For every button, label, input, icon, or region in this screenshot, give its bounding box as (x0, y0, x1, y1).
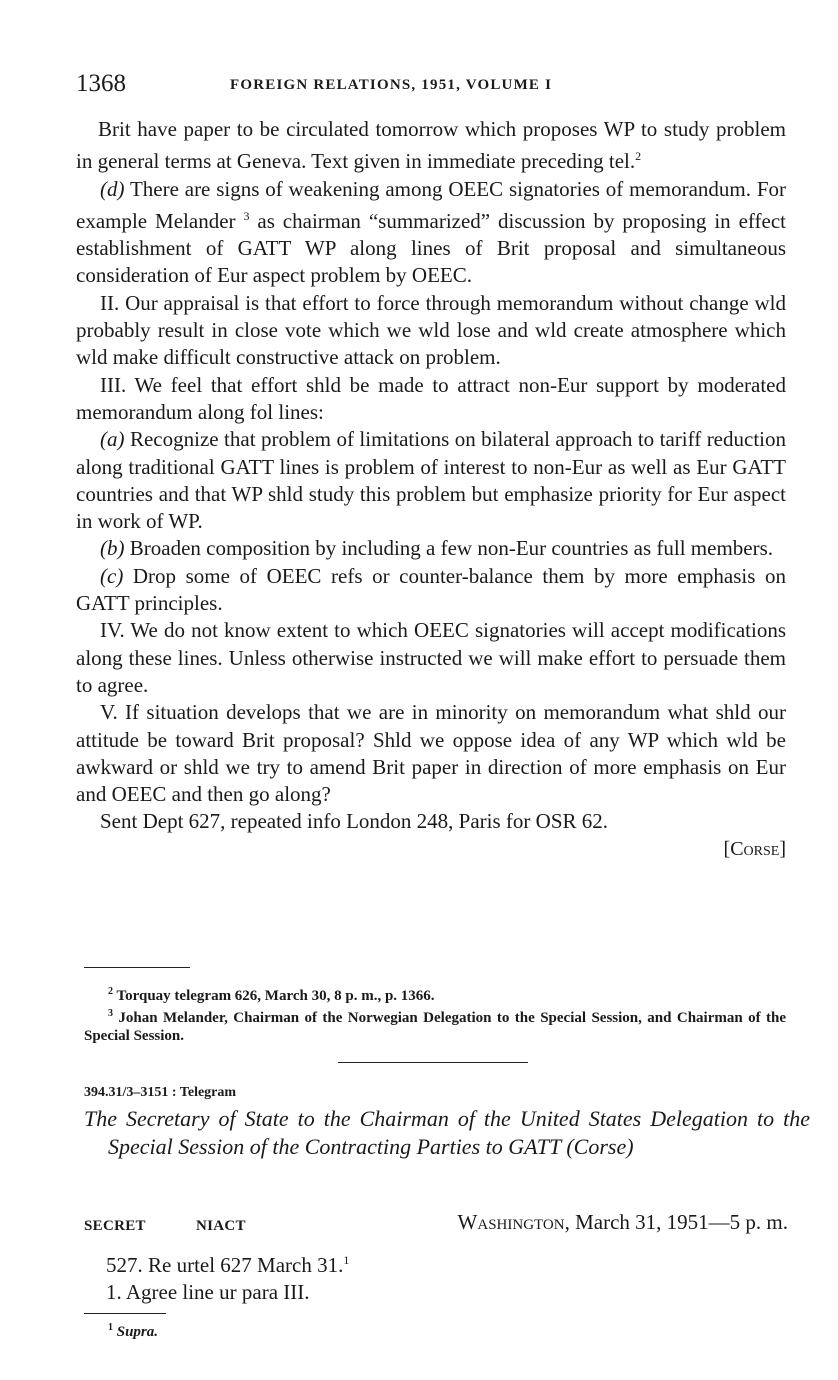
classification: SECRET (84, 1218, 146, 1234)
paragraph (76, 535, 786, 562)
footnote (84, 1005, 786, 1045)
paragraph-text: Brit have paper to be circulated tomorrow which proposes WP to study problem in general terms at Geneva. Text given in immediate preceding tel. (76, 117, 786, 174)
paragraph-text: Recognize that problem of limitations on bilateral approach to tariff reduction along traditional GATT lines is problem of interest to non-Eur as well as Eur GATT countries and that WP shld study this problem but emphasize priority for Eur aspect in work of WP. (76, 427, 786, 534)
document-title: The Secretary of State to the Chairman of the United States Delegation to the Special Session of the Contracting Parties to GATT (Corse) (84, 1106, 810, 1159)
paragraph: V. If situation develops that we are in minority on memorandum what shld our attitude be toward Brit proposal? Shld we oppose idea of any WP which wld be awkward or shld we try to amend Brit paper in direction of more emphasis on Eur and OEEC and then go along? (76, 700, 786, 807)
file-reference: 394.31/3–3151 : Telegram (84, 1085, 237, 1100)
running-title: FOREIGN RELATIONS, 1951, VOLUME I (230, 77, 553, 93)
paragraph (76, 116, 786, 176)
footnote-rule (84, 1313, 166, 1314)
paragraph: 1. Agree line ur para III. (106, 1280, 310, 1304)
dateline-date: , March 31, 1951—5 p. m. (564, 1210, 788, 1234)
paragraph-text: Drop some of OEEC refs or counter-balance them by more emphasis on GATT principles. (76, 563, 786, 616)
item-label: (d) (100, 176, 125, 201)
footnote-ref: 3 (243, 208, 250, 223)
footnote-number: 3 (108, 1008, 113, 1019)
footnote-number: 1 (108, 1322, 113, 1333)
paragraph: IV. We do not know extent to which OEEC signatories will accept modifications along these lines. Unless otherwise instructed we will make effort to persuade them to agree. (76, 618, 786, 697)
footnote-text: Johan Melander, Chairman of the Norwegian Delegation to the Special Session, and Chairman of the Special Session. (84, 1010, 786, 1044)
footnote-rule (84, 967, 190, 968)
footnote-text: Torquay telegram 626, March 30, 8 p. m., p. 1366. (113, 988, 435, 1004)
paragraph (84, 1247, 786, 1279)
paragraph-text: as chairman “summarized” discussion by proposing in effect establishment of GATT WP along lines of Brit proposal and simultaneous consideration of Eur aspect problem by OEEC. (76, 208, 787, 288)
signature-text: [Corse] (723, 837, 786, 860)
paragraph (76, 426, 786, 535)
footnote-ref: 2 (635, 149, 642, 164)
paragraph-text: There are signs of weakening among OEEC signatories of memorandum. For example Melander (76, 176, 786, 233)
footnote-ref: 1 (343, 1253, 350, 1267)
dateline-place: Washington (457, 1210, 565, 1234)
paragraph: Sent Dept 627, repeated info London 248, Paris for OSR 62. (100, 809, 609, 834)
paragraph (76, 563, 786, 618)
paragraph-text: Broaden composition by including a few non-Eur countries as full members. (124, 536, 774, 561)
item-label: (a) (100, 427, 125, 452)
paragraph: III. We feel that effort shld be made to attract non-Eur support by moderated memorandum along fol lines: (76, 372, 786, 424)
footnotes (84, 983, 786, 1045)
page-number: 1368 (76, 70, 126, 97)
paragraph: II. Our appraisal is that effort to force through memorandum without change wld probably result in close vote which we wld lose and wld create atmosphere which wld make difficult constructive attack on problem. (76, 290, 786, 370)
paragraph (76, 176, 786, 290)
footnote-number: 2 (108, 986, 113, 997)
section-divider (338, 1062, 528, 1063)
footnote (84, 983, 786, 1005)
telegram-body (76, 116, 786, 863)
running-header (76, 70, 786, 104)
footnote (108, 1322, 158, 1341)
item-label: (b) (100, 536, 125, 561)
priority-marking: NIACT (196, 1218, 246, 1234)
item-label: (c) (100, 563, 124, 588)
dateline (458, 1210, 788, 1235)
telegram-text (84, 1247, 786, 1306)
paragraph-text: 527. Re urtel 627 March 31. (106, 1253, 344, 1277)
footnote-text: Supra. (113, 1324, 159, 1340)
signature (76, 836, 786, 863)
